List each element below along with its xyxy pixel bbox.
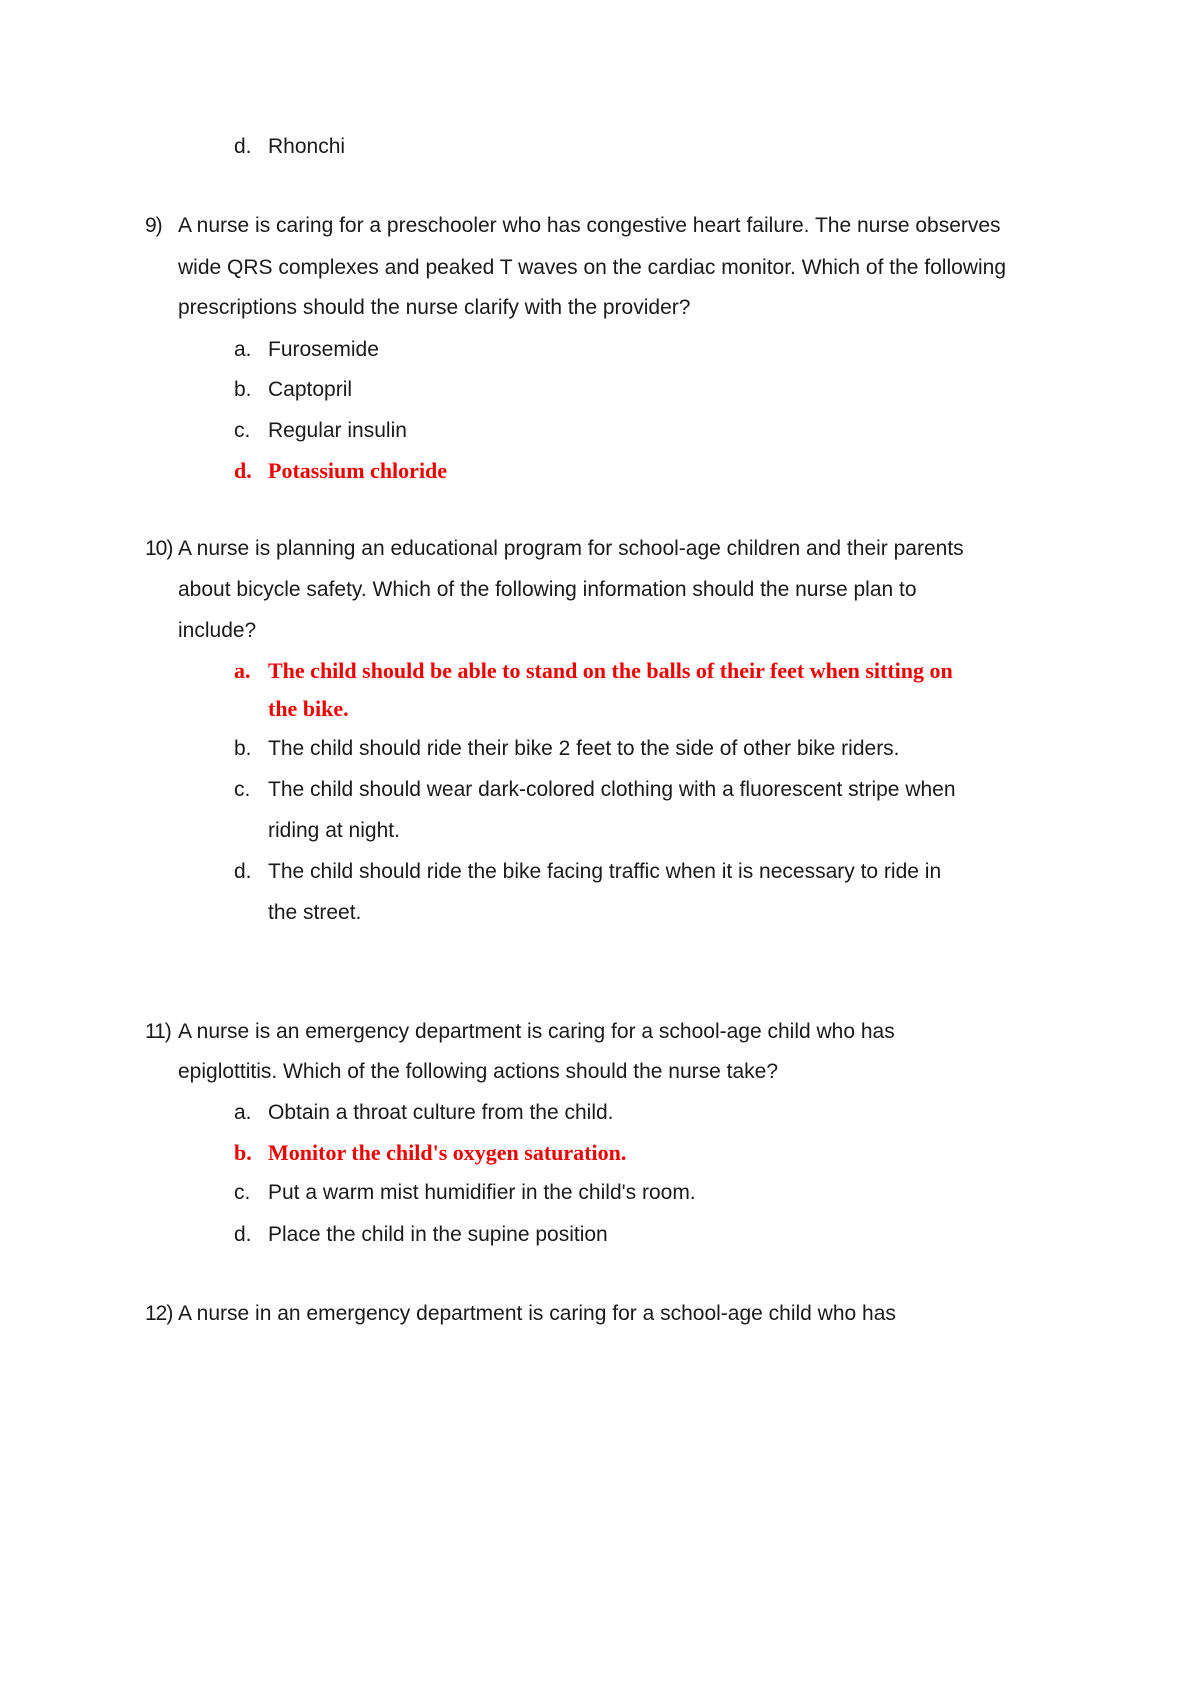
correct-answer-letter: b. (234, 1140, 252, 1165)
correct-answer-text: Monitor the child's oxygen saturation. (268, 1140, 627, 1165)
option-letter: c. (234, 1181, 251, 1204)
option-letter: c. (234, 419, 251, 442)
question-text-line: A nurse is an emergency department is caring for a school-age child who has (178, 1020, 895, 1043)
option-letter: d. (234, 135, 252, 158)
option-text: Place the child in the supine position (268, 1223, 608, 1246)
option-letter: b. (234, 737, 252, 760)
option-text: The child should wear dark-colored clothing with a fluorescent stripe when (268, 778, 956, 801)
option-text: Captopril (268, 378, 353, 401)
option-letter: a. (234, 338, 252, 361)
option-text: the street. (268, 901, 362, 924)
correct-answer-text: the bike. (268, 696, 349, 721)
correct-answer-text: Potassium chloride (268, 458, 448, 483)
option-text: Furosemide (268, 338, 379, 361)
question-text-line: wide QRS complexes and peaked T waves on the cardiac monitor. Which of the following (178, 256, 1006, 279)
option-text: riding at night. (268, 819, 400, 842)
option-text: Rhonchi (268, 135, 346, 158)
option-letter: d. (234, 860, 252, 883)
option-letter: b. (234, 378, 252, 401)
option-letter: a. (234, 1101, 252, 1124)
option-letter: d. (234, 1223, 252, 1246)
correct-answer-text: The child should be able to stand on the balls of their feet when sitting on (268, 658, 953, 683)
question-text-line: epiglottitis. Which of the following actions should the nurse take? (178, 1060, 779, 1083)
option-text: Regular insulin (268, 419, 407, 442)
question-number: 12) (145, 1302, 173, 1325)
question-number: 9) (145, 214, 162, 237)
option-text: The child should ride their bike 2 feet to the side of other bike riders. (268, 737, 900, 760)
correct-answer-letter: d. (234, 458, 252, 483)
question-text-line: A nurse is planning an educational program for school-age children and their parents (178, 537, 964, 560)
option-text: Put a warm mist humidifier in the child's room. (268, 1181, 696, 1204)
option-letter: c. (234, 778, 251, 801)
option-text: The child should ride the bike facing traffic when it is necessary to ride in (268, 860, 942, 883)
question-text-line: about bicycle safety. Which of the following information should the nurse plan to (178, 578, 917, 601)
question-number: 11) (145, 1020, 171, 1043)
question-number: 10) (145, 537, 173, 560)
question-text-line: include? (178, 619, 257, 642)
question-text-line: prescriptions should the nurse clarify with the provider? (178, 296, 691, 319)
option-text: Obtain a throat culture from the child. (268, 1101, 614, 1124)
question-text-line: A nurse in an emergency department is caring for a school-age child who has (178, 1302, 896, 1325)
correct-answer-letter: a. (234, 658, 251, 683)
question-text-line: A nurse is caring for a preschooler who has congestive heart failure. The nurse observes (178, 214, 1001, 237)
